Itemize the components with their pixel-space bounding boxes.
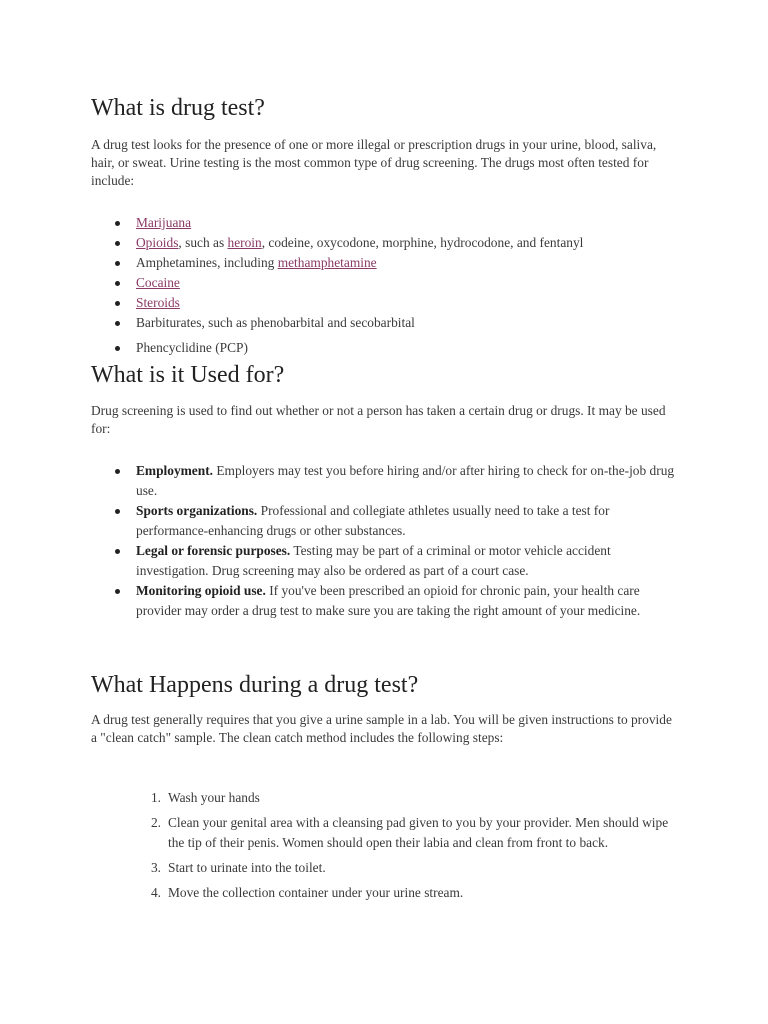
list-text: If you've been prescribed an opioid for chronic pain, your health care provider may order a drug test to make sure you are taking the right amount of your medicine. <box>136 583 641 618</box>
step-number: 1. <box>150 790 161 805</box>
term-employment: Employment. <box>136 463 213 478</box>
list-item <box>91 293 691 313</box>
steps-list <box>91 788 671 903</box>
list-item <box>91 788 671 808</box>
paragraph-used-for-intro: Drug screening is used to find out whether or not a person has taken a certain drug or drugs. It may be used for: <box>91 403 666 436</box>
list-text: , such as <box>178 235 228 250</box>
list-item <box>91 338 691 358</box>
list-text: Start to urinate into the toilet. <box>168 860 326 875</box>
step-number: 3. <box>150 860 161 875</box>
step-number: 4. <box>150 885 161 900</box>
list-item <box>91 541 681 581</box>
list-text: Wash your hands <box>168 790 260 805</box>
list-item <box>91 313 691 333</box>
list-text: Phencyclidine (PCP) <box>136 340 248 355</box>
step-number: 2. <box>150 815 161 830</box>
list-text: Employers may test you before hiring and/or after hiring to check for on-the-job drug use. <box>136 463 675 498</box>
paragraph-procedure-intro: A drug test generally requires that you give a urine sample in a lab. You will be given instructions to provide a "clean catch" sample. The clean catch method includes the following steps: <box>91 712 672 745</box>
list-text: Clean your genital area with a cleansing pad given to you by your provider. Men should wipe the tip of their penis. Women should open their labia and clean from front to back. <box>168 815 669 850</box>
term-legal: Legal or forensic purposes. <box>136 543 291 558</box>
list-item <box>91 581 681 621</box>
methamphetamine-link[interactable]: methamphetamine <box>277 255 377 270</box>
cocaine-link[interactable]: Cocaine <box>136 275 180 290</box>
list-item <box>91 461 681 501</box>
opioids-link[interactable]: Opioids <box>136 235 179 250</box>
uses-list <box>91 461 681 621</box>
drug-list <box>91 213 691 358</box>
list-item <box>91 858 671 878</box>
list-item <box>91 501 681 541</box>
list-item <box>91 213 691 233</box>
heading-what-is-it-used-for: What is it Used for? <box>91 362 285 388</box>
heading-what-happens: What Happens during a drug test? <box>91 672 419 698</box>
list-text: , codeine, oxycodone, morphine, hydrocodone, and fentanyl <box>261 235 584 250</box>
heroin-link[interactable]: heroin <box>227 235 262 250</box>
list-item <box>91 253 691 273</box>
list-item <box>91 273 691 293</box>
list-text: Amphetamines, including <box>136 255 278 270</box>
term-sports: Sports organizations. <box>136 503 258 518</box>
steroids-link[interactable]: Steroids <box>136 295 180 310</box>
heading-what-is-drug-test: What is drug test? <box>91 95 265 121</box>
list-item <box>91 813 671 853</box>
list-item <box>91 233 691 253</box>
paragraph-drug-test-intro: A drug test looks for the presence of one or more illegal or prescription drugs in your urine, blood, saliva, hair, or sweat. Urine testing is the most common type of drug screening. The drugs most often tested for include: <box>91 137 657 188</box>
list-text: Move the collection container under your urine stream. <box>168 885 464 900</box>
marijuana-link[interactable]: Marijuana <box>136 215 192 230</box>
list-item <box>91 883 671 903</box>
term-monitoring: Monitoring opioid use. <box>136 583 266 598</box>
list-text: Professional and collegiate athletes usually need to take a test for performance-enhancing drugs or other substances. <box>136 503 610 538</box>
list-text: Testing may be part of a criminal or motor vehicle accident investigation. Drug screening may also be ordered as part of a court case. <box>136 543 611 578</box>
list-text: Barbiturates, such as phenobarbital and secobarbital <box>136 315 415 330</box>
